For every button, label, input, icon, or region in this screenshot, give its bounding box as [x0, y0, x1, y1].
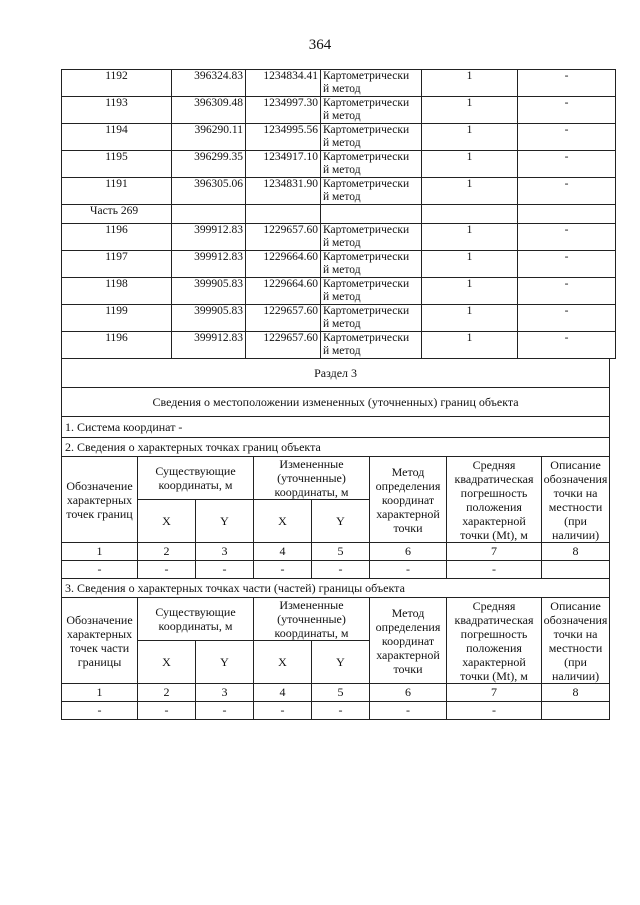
y-coordinate-cell: 1229657.60: [246, 305, 321, 332]
y-coordinate-cell: 1234995.56: [246, 124, 321, 151]
x-coordinate-cell: 396305.06: [172, 178, 246, 205]
column-number: 2: [138, 684, 196, 702]
col-method: Метод определения координат характерной точки: [370, 598, 447, 684]
method-text: й метод: [323, 345, 361, 357]
empty-data-row: [62, 702, 610, 720]
col-accuracy: Средняя квадратическая погрешность положения характерной точки (Mt), м: [447, 457, 542, 543]
empty-cell: [422, 205, 518, 224]
dash-cell: -: [62, 561, 138, 579]
dash-cell: -: [138, 702, 196, 720]
part-row: [62, 205, 616, 224]
column-number: 8: [542, 543, 610, 561]
description-cell: -: [518, 278, 616, 305]
x-coordinate-cell: 396324.83: [172, 70, 246, 97]
column-number: 2: [138, 543, 196, 561]
accuracy-cell: 1: [422, 151, 518, 178]
point-cell: 1193: [62, 97, 172, 124]
y-coordinate-cell: 1229664.60: [246, 278, 321, 305]
method-cell: [321, 332, 422, 359]
col-description: Описание обозначения точки на местности (при наличии): [542, 457, 610, 543]
column-number-row: [62, 543, 610, 561]
col-designation: Обозначение характерных точек границ: [62, 457, 138, 543]
dash-cell: -: [254, 561, 312, 579]
x-coordinate-cell: 399912.83: [172, 332, 246, 359]
part-label: Часть 269: [62, 205, 172, 224]
col-changed: Измененные (уточненные) координаты, м: [254, 457, 370, 500]
empty-cell: [246, 205, 321, 224]
table-row: [62, 251, 616, 278]
column-number: 4: [254, 543, 312, 561]
table-row: [62, 97, 616, 124]
column-number: 6: [370, 684, 447, 702]
accuracy-cell: 1: [422, 70, 518, 97]
column-number: 6: [370, 543, 447, 561]
method-text: й метод: [323, 291, 361, 303]
point-cell: 1192: [62, 70, 172, 97]
column-number: 7: [447, 543, 542, 561]
method-text: й метод: [323, 237, 361, 249]
col-y-changed: Y: [312, 641, 370, 684]
col-method: Метод определения координат характерной точки: [370, 457, 447, 543]
x-coordinate-cell: 399905.83: [172, 278, 246, 305]
table-row: [62, 224, 616, 251]
point-cell: 1194: [62, 124, 172, 151]
method-text: Картометрически: [323, 278, 410, 290]
method-text: Картометрически: [323, 178, 410, 190]
accuracy-cell: 1: [422, 305, 518, 332]
dash-cell: -: [138, 561, 196, 579]
column-number: 3: [196, 543, 254, 561]
method-cell: [321, 97, 422, 124]
description-cell: -: [518, 151, 616, 178]
dash-cell: [542, 702, 610, 720]
col-x-changed: X: [254, 641, 312, 684]
column-number: 1: [62, 684, 138, 702]
description-cell: -: [518, 251, 616, 278]
dash-cell: -: [447, 561, 542, 579]
table-row: [62, 332, 616, 359]
empty-data-row: [62, 561, 610, 579]
accuracy-cell: 1: [422, 124, 518, 151]
method-text: Картометрически: [323, 251, 410, 263]
method-text: Картометрически: [323, 332, 410, 344]
y-coordinate-cell: 1229664.60: [246, 251, 321, 278]
table-row: [62, 151, 616, 178]
description-cell: -: [518, 70, 616, 97]
point-cell: 1198: [62, 278, 172, 305]
point-cell: 1191: [62, 178, 172, 205]
col-y-existing: Y: [196, 641, 254, 684]
y-coordinate-cell: 1234831.90: [246, 178, 321, 205]
column-number: 5: [312, 684, 370, 702]
dash-cell: -: [196, 561, 254, 579]
column-number: 1: [62, 543, 138, 561]
y-coordinate-cell: 1234997.30: [246, 97, 321, 124]
page-number: 364: [308, 37, 332, 53]
method-text: Картометрически: [323, 97, 410, 109]
method-cell: [321, 251, 422, 278]
dash-cell: -: [370, 561, 447, 579]
col-accuracy: Средняя квадратическая погрешность положения характерной точки (Mt), м: [447, 598, 542, 684]
method-cell: [321, 305, 422, 332]
coordinate-system: 1. Система координат -: [62, 417, 610, 438]
method-cell: [321, 70, 422, 97]
method-text: й метод: [323, 164, 361, 176]
col-changed: Измененные (уточненные) координаты, м: [254, 598, 370, 641]
x-coordinate-cell: 399912.83: [172, 224, 246, 251]
table-row: [62, 278, 616, 305]
method-cell: [321, 224, 422, 251]
table-row: [62, 70, 616, 97]
col-y-changed: Y: [312, 500, 370, 543]
method-cell: [321, 278, 422, 305]
table-row: [62, 305, 616, 332]
point-cell: 1199: [62, 305, 172, 332]
points-heading: 2. Сведения о характерных точках границ объекта: [62, 438, 610, 457]
column-number: 4: [254, 684, 312, 702]
accuracy-cell: 1: [422, 97, 518, 124]
empty-cell: [321, 205, 422, 224]
accuracy-cell: 1: [422, 178, 518, 205]
description-cell: -: [518, 224, 616, 251]
col-designation: Обозначение характерных точек части границы: [62, 598, 138, 684]
dash-cell: -: [370, 702, 447, 720]
method-text: й метод: [323, 318, 361, 330]
point-cell: 1197: [62, 251, 172, 278]
point-cell: 1196: [62, 224, 172, 251]
point-cell: 1195: [62, 151, 172, 178]
description-cell: -: [518, 332, 616, 359]
point-cell: 1196: [62, 332, 172, 359]
method-cell: [321, 124, 422, 151]
accuracy-cell: 1: [422, 224, 518, 251]
dash-cell: -: [312, 702, 370, 720]
section-subtitle: Сведения о местоположении измененных (уточненных) границ объекта: [62, 388, 610, 417]
column-number: 7: [447, 684, 542, 702]
method-text: Картометрически: [323, 151, 410, 163]
y-coordinate-cell: 1229657.60: [246, 332, 321, 359]
accuracy-cell: 1: [422, 278, 518, 305]
coordinates-table: [61, 69, 616, 359]
method-text: й метод: [323, 191, 361, 203]
accuracy-cell: 1: [422, 251, 518, 278]
dash-cell: [542, 561, 610, 579]
table-row: [62, 178, 616, 205]
x-coordinate-cell: 399905.83: [172, 305, 246, 332]
column-number-row: [62, 684, 610, 702]
description-cell: -: [518, 178, 616, 205]
section-title: Раздел 3: [62, 359, 610, 388]
method-text: й метод: [323, 110, 361, 122]
column-number: 5: [312, 543, 370, 561]
method-text: Картометрически: [323, 70, 410, 82]
description-cell: -: [518, 124, 616, 151]
y-coordinate-cell: 1234834.41: [246, 70, 321, 97]
method-text: й метод: [323, 264, 361, 276]
section3-table: [61, 358, 610, 720]
col-y-existing: Y: [196, 500, 254, 543]
method-text: й метод: [323, 83, 361, 95]
column-number: 8: [542, 684, 610, 702]
method-text: Картометрически: [323, 305, 410, 317]
x-coordinate-cell: 396290.11: [172, 124, 246, 151]
dash-cell: -: [196, 702, 254, 720]
parts-heading: 3. Сведения о характерных точках части (частей) границы объекта: [62, 579, 610, 598]
col-description: Описание обозначения точки на местности (при наличии): [542, 598, 610, 684]
column-number: 3: [196, 684, 254, 702]
col-existing: Существующие координаты, м: [138, 457, 254, 500]
y-coordinate-cell: 1229657.60: [246, 224, 321, 251]
empty-cell: [518, 205, 616, 224]
table-row: [62, 124, 616, 151]
x-coordinate-cell: 396299.35: [172, 151, 246, 178]
method-text: Картометрически: [323, 124, 410, 136]
col-x-existing: X: [138, 641, 196, 684]
x-coordinate-cell: 396309.48: [172, 97, 246, 124]
dash-cell: -: [62, 702, 138, 720]
method-cell: [321, 178, 422, 205]
dash-cell: -: [254, 702, 312, 720]
description-cell: -: [518, 305, 616, 332]
y-coordinate-cell: 1234917.10: [246, 151, 321, 178]
method-cell: [321, 151, 422, 178]
accuracy-cell: 1: [422, 332, 518, 359]
dash-cell: -: [447, 702, 542, 720]
description-cell: -: [518, 97, 616, 124]
col-existing: Существующие координаты, м: [138, 598, 254, 641]
x-coordinate-cell: 399912.83: [172, 251, 246, 278]
empty-cell: [172, 205, 246, 224]
method-text: й метод: [323, 137, 361, 149]
method-text: Картометрически: [323, 224, 410, 236]
col-x-existing: X: [138, 500, 196, 543]
col-x-changed: X: [254, 500, 312, 543]
dash-cell: -: [312, 561, 370, 579]
